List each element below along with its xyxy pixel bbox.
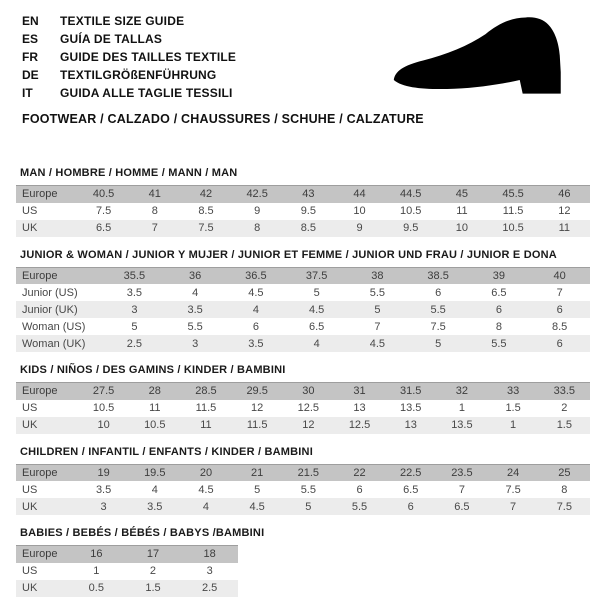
size-value-cell: 24 xyxy=(506,466,520,479)
size-value-cell: 7 xyxy=(510,500,517,513)
size-value-cell: 10.5 xyxy=(92,402,115,414)
size-table xyxy=(16,185,590,237)
size-value-cell: 36.5 xyxy=(245,269,267,282)
size-value-cell: 5 xyxy=(305,500,312,513)
size-value-cell: 2.5 xyxy=(126,337,143,350)
row-label-cell: US xyxy=(22,402,38,414)
size-value-cell: 6 xyxy=(556,337,563,350)
language-code: DE xyxy=(22,68,39,82)
size-value-cell: 3 xyxy=(206,565,213,577)
size-value-cell: 44.5 xyxy=(400,188,422,201)
size-value-cell: 4 xyxy=(192,286,199,299)
row-label-cell: Europe xyxy=(22,385,58,398)
size-tables xyxy=(16,166,590,597)
table-title: CHILDREN / INFANTIL / ENFANTS / KINDER / BAMBINI xyxy=(20,445,313,458)
table-row xyxy=(16,546,238,563)
language-row xyxy=(22,84,424,102)
size-value-cell: 5 xyxy=(435,337,442,350)
size-value-cell: 5.5 xyxy=(300,483,316,496)
size-value-cell: 1 xyxy=(93,565,100,577)
size-value-cell: 7.5 xyxy=(198,222,214,234)
size-value-cell: 4.5 xyxy=(249,500,265,513)
size-value-cell: 9 xyxy=(356,222,363,234)
language-label: TEXTILE SIZE GUIDE xyxy=(60,14,185,28)
row-label-cell: Europe xyxy=(22,188,58,201)
size-value-cell: 6 xyxy=(407,500,414,513)
size-value-cell: 7 xyxy=(556,286,563,299)
table-row xyxy=(16,400,590,417)
size-table xyxy=(16,545,238,597)
size-value-cell: 10 xyxy=(353,205,366,217)
size-value-cell: 12 xyxy=(302,419,315,431)
table-row xyxy=(16,335,590,352)
size-value-cell: 19.5 xyxy=(144,466,166,479)
size-value-cell: 3.5 xyxy=(248,337,264,350)
header-block xyxy=(22,12,424,126)
size-value-cell: 8 xyxy=(151,205,158,217)
dress-shoe-icon xyxy=(386,10,591,106)
size-table-section xyxy=(16,445,590,516)
size-value-cell: 12.5 xyxy=(297,402,320,414)
row-label-cell: Junior (US) xyxy=(22,286,78,299)
row-label-cell: UK xyxy=(22,500,38,513)
size-value-cell: 6 xyxy=(356,483,363,496)
language-code: IT xyxy=(22,86,33,100)
size-value-cell: 2.5 xyxy=(202,582,218,594)
size-value-cell: 4.5 xyxy=(308,303,325,316)
size-value-cell: 0.5 xyxy=(88,582,104,594)
size-table-section xyxy=(16,363,590,434)
size-value-cell: 13.5 xyxy=(400,402,422,414)
size-value-cell: 3.5 xyxy=(187,303,203,316)
size-value-cell: 5.5 xyxy=(430,303,446,316)
language-code: ES xyxy=(22,32,39,46)
row-label-cell: US xyxy=(22,483,38,496)
row-label-cell: Europe xyxy=(22,466,58,479)
row-label-cell: UK xyxy=(22,222,38,234)
size-table xyxy=(16,267,590,353)
size-value-cell: 33.5 xyxy=(553,385,576,398)
size-value-cell: 4 xyxy=(151,483,158,496)
size-value-cell: 5 xyxy=(131,320,138,333)
size-value-cell: 6 xyxy=(556,303,563,316)
size-value-cell: 7.5 xyxy=(430,320,446,333)
size-value-cell: 11 xyxy=(456,205,468,217)
size-value-cell: 4.5 xyxy=(369,337,386,350)
size-value-cell: 32 xyxy=(455,385,469,398)
language-label: GUÍA DE TALLAS xyxy=(60,32,163,46)
size-value-cell: 6.5 xyxy=(95,222,112,234)
table-row xyxy=(16,498,590,515)
size-value-cell: 1.5 xyxy=(556,419,572,431)
size-value-cell: 9.5 xyxy=(403,222,419,234)
size-table xyxy=(16,382,590,434)
size-value-cell: 11 xyxy=(558,222,571,234)
row-label-cell: Woman (UK) xyxy=(22,337,86,350)
size-value-cell: 1.5 xyxy=(145,582,161,594)
size-value-cell: 35.5 xyxy=(123,269,146,282)
size-value-cell: 4 xyxy=(252,303,259,316)
size-value-cell: 4.5 xyxy=(198,483,214,496)
size-value-cell: 7 xyxy=(151,222,158,234)
size-value-cell: 12 xyxy=(558,205,571,217)
language-list xyxy=(22,12,424,102)
language-code: EN xyxy=(22,14,39,28)
table-row xyxy=(16,481,590,498)
size-value-cell: 18 xyxy=(203,548,216,561)
size-value-cell: 1.5 xyxy=(505,402,521,414)
size-value-cell: 4 xyxy=(313,337,320,350)
size-value-cell: 5.5 xyxy=(187,320,203,333)
size-value-cell: 13 xyxy=(404,419,417,431)
row-label-cell: US xyxy=(22,565,38,577)
size-value-cell: 39 xyxy=(492,269,505,282)
size-value-cell: 5.5 xyxy=(351,500,368,513)
table-row xyxy=(16,284,590,301)
size-value-cell: 6.5 xyxy=(491,286,507,299)
size-value-cell: 8.5 xyxy=(198,205,214,217)
language-label: GUIDA ALLE TAGLIE TESSILI xyxy=(60,86,233,100)
size-value-cell: 21 xyxy=(251,466,264,479)
language-code: FR xyxy=(22,50,38,64)
language-row xyxy=(22,30,424,48)
footwear-category-line: FOOTWEAR / CALZADO / CHAUSSURES / SCHUHE / CALZATURE xyxy=(22,112,424,126)
size-value-cell: 42 xyxy=(199,188,213,201)
size-value-cell: 3.5 xyxy=(126,286,143,299)
size-value-cell: 3 xyxy=(192,337,199,350)
size-value-cell: 7 xyxy=(374,320,381,333)
table-row xyxy=(16,464,590,481)
size-value-cell: 6.5 xyxy=(308,320,325,333)
size-table-section xyxy=(16,166,590,237)
size-value-cell: 19 xyxy=(97,466,110,479)
size-value-cell: 5.5 xyxy=(369,286,386,299)
size-value-cell: 3.5 xyxy=(147,500,163,513)
size-value-cell: 22.5 xyxy=(400,466,422,479)
size-value-cell: 38.5 xyxy=(427,269,449,282)
table-row xyxy=(16,267,590,284)
size-value-cell: 6.5 xyxy=(403,483,419,496)
size-value-cell: 16 xyxy=(90,548,103,561)
size-value-cell: 45 xyxy=(455,188,469,201)
size-value-cell: 38 xyxy=(371,269,384,282)
size-value-cell: 25 xyxy=(558,466,571,479)
size-value-cell: 1 xyxy=(458,402,465,414)
row-label-cell: US xyxy=(22,205,38,217)
size-value-cell: 37.5 xyxy=(305,269,328,282)
row-label-cell: Europe xyxy=(22,548,58,561)
size-value-cell: 5.5 xyxy=(491,337,507,350)
size-value-cell: 12.5 xyxy=(348,419,371,431)
table-title: JUNIOR & WOMAN / JUNIOR Y MUJER / JUNIOR ET FEMME / JUNIOR UND FRAU / JUNIOR E DONA xyxy=(20,248,557,261)
table-row xyxy=(16,563,238,580)
size-value-cell: 13 xyxy=(353,402,366,414)
size-value-cell: 6.5 xyxy=(454,500,470,513)
size-value-cell: 33 xyxy=(506,385,520,398)
language-label: TEXTILGRÖßENFÜHRUNG xyxy=(60,68,217,82)
size-value-cell: 43 xyxy=(302,188,315,201)
size-value-cell: 45.5 xyxy=(502,188,524,201)
table-row xyxy=(16,417,590,434)
size-value-cell: 8 xyxy=(561,483,568,496)
size-value-cell: 27.5 xyxy=(92,385,115,398)
language-row xyxy=(22,66,424,84)
size-value-cell: 12 xyxy=(251,402,264,414)
row-label-cell: Woman (US) xyxy=(22,320,86,333)
size-value-cell: 42.5 xyxy=(246,188,268,201)
size-value-cell: 11.5 xyxy=(195,402,217,414)
size-value-cell: 7.5 xyxy=(556,500,572,513)
table-row xyxy=(16,220,590,237)
size-value-cell: 40 xyxy=(553,269,566,282)
size-value-cell: 36 xyxy=(189,269,202,282)
table-title: BABIES / BEBÉS / BÉBÉS / BABYS /BAMBINI xyxy=(20,527,265,539)
size-value-cell: 10.5 xyxy=(144,419,166,431)
size-value-cell: 11 xyxy=(149,402,161,414)
size-value-cell: 8 xyxy=(254,222,261,234)
table-title: KIDS / NIÑOS / DES GAMINS / KINDER / BAMBINI xyxy=(20,364,286,376)
size-value-cell: 2 xyxy=(561,402,568,414)
table-row xyxy=(16,186,590,203)
row-label-cell: UK xyxy=(22,419,38,431)
size-value-cell: 28.5 xyxy=(195,385,217,398)
size-value-cell: 5 xyxy=(374,303,381,316)
size-value-cell: 1 xyxy=(510,419,517,431)
language-label: GUIDE DES TAILLES TEXTILE xyxy=(60,50,237,64)
size-value-cell: 10.5 xyxy=(400,205,422,217)
size-value-cell: 22 xyxy=(353,466,366,479)
size-value-cell: 4 xyxy=(202,500,210,513)
language-row xyxy=(22,48,424,66)
size-value-cell: 44 xyxy=(353,188,366,201)
size-value-cell: 46 xyxy=(558,188,571,201)
size-value-cell: 30 xyxy=(302,385,315,398)
size-value-cell: 29.5 xyxy=(246,385,268,398)
size-value-cell: 10 xyxy=(455,222,469,234)
size-value-cell: 6 xyxy=(495,303,502,316)
table-row xyxy=(16,580,238,597)
size-table xyxy=(16,464,590,516)
language-row xyxy=(22,12,424,30)
size-value-cell: 3 xyxy=(131,303,138,316)
row-label-cell: Junior (UK) xyxy=(22,303,78,316)
size-value-cell: 11.5 xyxy=(246,419,268,431)
size-value-cell: 20 xyxy=(199,466,213,479)
size-value-cell: 3 xyxy=(100,500,107,513)
size-table-section xyxy=(16,248,590,353)
size-value-cell: 11.5 xyxy=(502,205,524,217)
size-value-cell: 6 xyxy=(252,320,259,333)
table-row xyxy=(16,301,590,318)
size-value-cell: 23.5 xyxy=(451,466,473,479)
size-value-cell: 28 xyxy=(148,385,161,398)
size-value-cell: 31.5 xyxy=(400,385,422,398)
table-row xyxy=(16,318,590,335)
size-value-cell: 8.5 xyxy=(551,320,568,333)
size-value-cell: 8.5 xyxy=(300,222,316,234)
table-row xyxy=(16,383,590,400)
size-value-cell: 40.5 xyxy=(92,188,115,201)
size-value-cell: 9 xyxy=(254,205,261,217)
size-value-cell: 13.5 xyxy=(451,419,473,431)
size-value-cell: 3.5 xyxy=(95,483,112,496)
size-value-cell: 41 xyxy=(148,188,161,201)
size-value-cell: 9.5 xyxy=(300,205,316,217)
size-value-cell: 21.5 xyxy=(297,466,320,479)
size-value-cell: 6 xyxy=(435,286,442,299)
size-value-cell: 4.5 xyxy=(248,286,264,299)
size-value-cell: 8 xyxy=(495,320,502,333)
size-value-cell: 17 xyxy=(146,548,160,561)
row-label-cell: Europe xyxy=(22,269,58,282)
table-title: MAN / HOMBRE / HOMME / MANN / MAN xyxy=(20,167,238,179)
size-value-cell: 10 xyxy=(97,419,110,431)
size-value-cell: 5 xyxy=(254,483,261,496)
size-value-cell: 31 xyxy=(353,385,366,398)
size-value-cell: 10.5 xyxy=(502,222,524,234)
size-value-cell: 2 xyxy=(149,565,157,577)
size-value-cell: 7.5 xyxy=(505,483,521,496)
size-value-cell: 7.5 xyxy=(95,205,112,217)
table-row xyxy=(16,203,590,220)
row-label-cell: UK xyxy=(22,582,38,594)
size-value-cell: 11 xyxy=(200,419,212,431)
size-table-section xyxy=(16,526,590,597)
size-value-cell: 5 xyxy=(313,286,320,299)
size-value-cell: 7 xyxy=(458,483,465,496)
